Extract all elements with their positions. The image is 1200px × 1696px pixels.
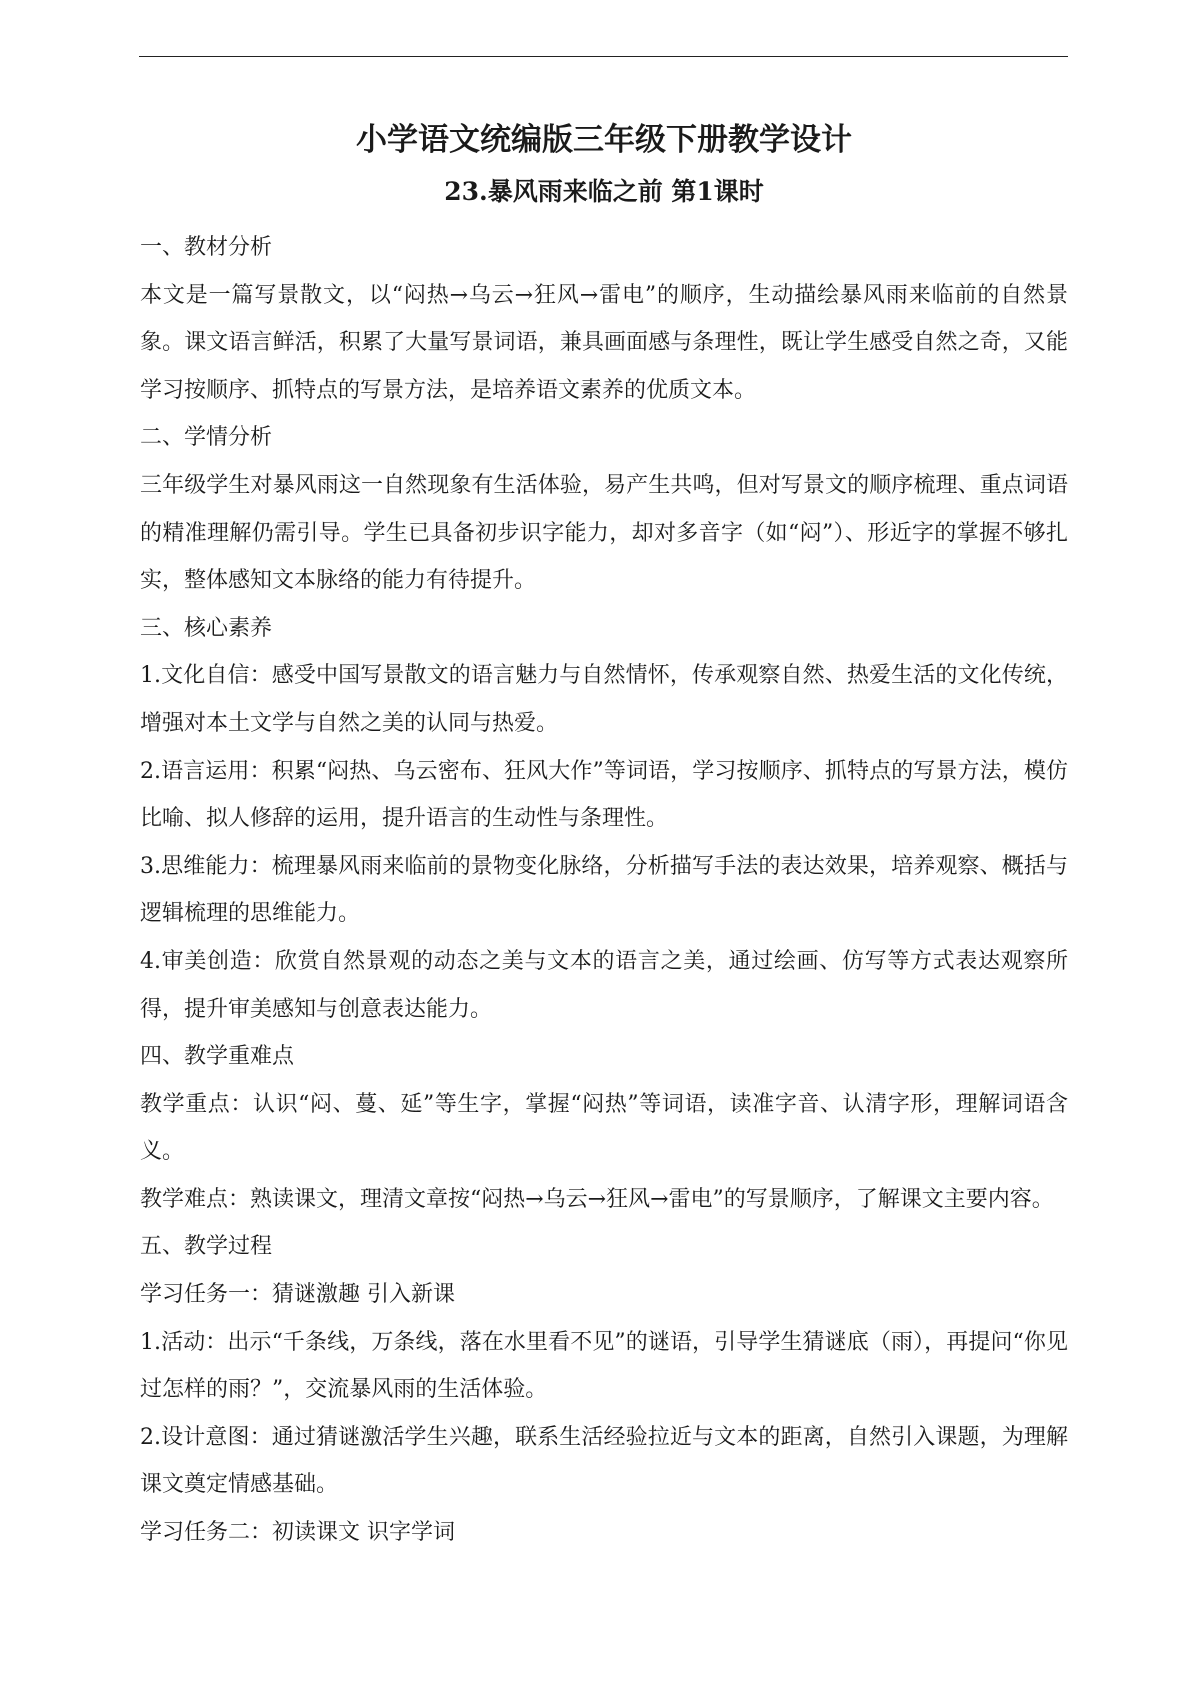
section-heading: 二、学情分析 xyxy=(140,425,273,451)
paragraph: 2.设计意图：通过猜谜激活学生兴趣，联系生活经验拉近与文本的距离，自然引入课题，为理解课文奠定情感基础。 xyxy=(140,1424,1068,1498)
paragraph: 教学重点：认识“闷、蔓、延”等生字，掌握“闷热”等词语，读准字音、认清字形，理解词语含义。 xyxy=(140,1091,1068,1165)
section-heading: 三、核心素养 xyxy=(140,615,273,641)
section-heading: 一、教材分析 xyxy=(140,235,273,260)
document-title: 小学语文统编版三年级下册教学设计 xyxy=(356,122,852,158)
paragraph: 1.活动：出示“千条线，万条线，落在水里看不见”的谜语，引导学生猜谜底（雨），再提问“你见过怎样的雨？”，交流暴风雨的生活体验。 xyxy=(140,1329,1068,1403)
paragraph: 三年级学生对暴风雨这一自然现象有生活体验，易产生共鸣，但对写景文的顺序梳理、重点词语的精准理解仍需引导。学生已具备初步识字能力，却对多音字（如“闷”）、形近字的掌握不够扎实，整体感知文本脉络的能力有待提升。 xyxy=(140,472,1068,594)
document-body xyxy=(140,116,1068,1557)
paragraph: 1.文化自信：感受中国写景散文的语言魅力与自然情怀，传承观察自然、热爱生活的文化传统，增强对本土文学与自然之美的认同与热爱。 xyxy=(140,663,1068,736)
header-rule xyxy=(139,56,1068,57)
section-heading: 四、教学重难点 xyxy=(140,1044,295,1070)
section-heading: 五、教学过程 xyxy=(140,1234,273,1260)
task-heading: 学习任务二：初读课文 识字学词 xyxy=(140,1520,455,1546)
paragraph: 4.审美创造：欣赏自然景观的动态之美与文本的语言之美，通过绘画、仿写等方式表达观察所得，提升审美感知与创意表达能力。 xyxy=(140,948,1068,1022)
lesson-subtitle: 23.暴风雨来临之前 第1课时 xyxy=(444,177,764,206)
paragraph: 本文是一篇写景散文，以“闷热→乌云→狂风→雷电”的顺序，生动描绘暴风雨来临前的自然景象。课文语言鲜活，积累了大量写景词语，兼具画面感与条理性，既让学生感受自然之奇，又能学习按顺序、抓特点的写景方法，是培养语文素养的优质文本。 xyxy=(140,282,1068,403)
task-heading: 学习任务一：猜谜激趣 引入新课 xyxy=(140,1282,455,1308)
paragraph: 3.思维能力：梳理暴风雨来临前的景物变化脉络，分析描写手法的表达效果，培养观察、概括与逻辑梳理的思维能力。 xyxy=(140,853,1068,927)
paragraph: 教学难点：熟读课文，理清文章按“闷热→乌云→狂风→雷电”的写景顺序，了解课文主要内容。 xyxy=(140,1186,1054,1212)
paragraph: 2.语言运用：积累“闷热、乌云密布、狂风大作”等词语，学习按顺序、抓特点的写景方法，模仿比喻、拟人修辞的运用，提升语言的生动性与条理性。 xyxy=(140,758,1068,832)
